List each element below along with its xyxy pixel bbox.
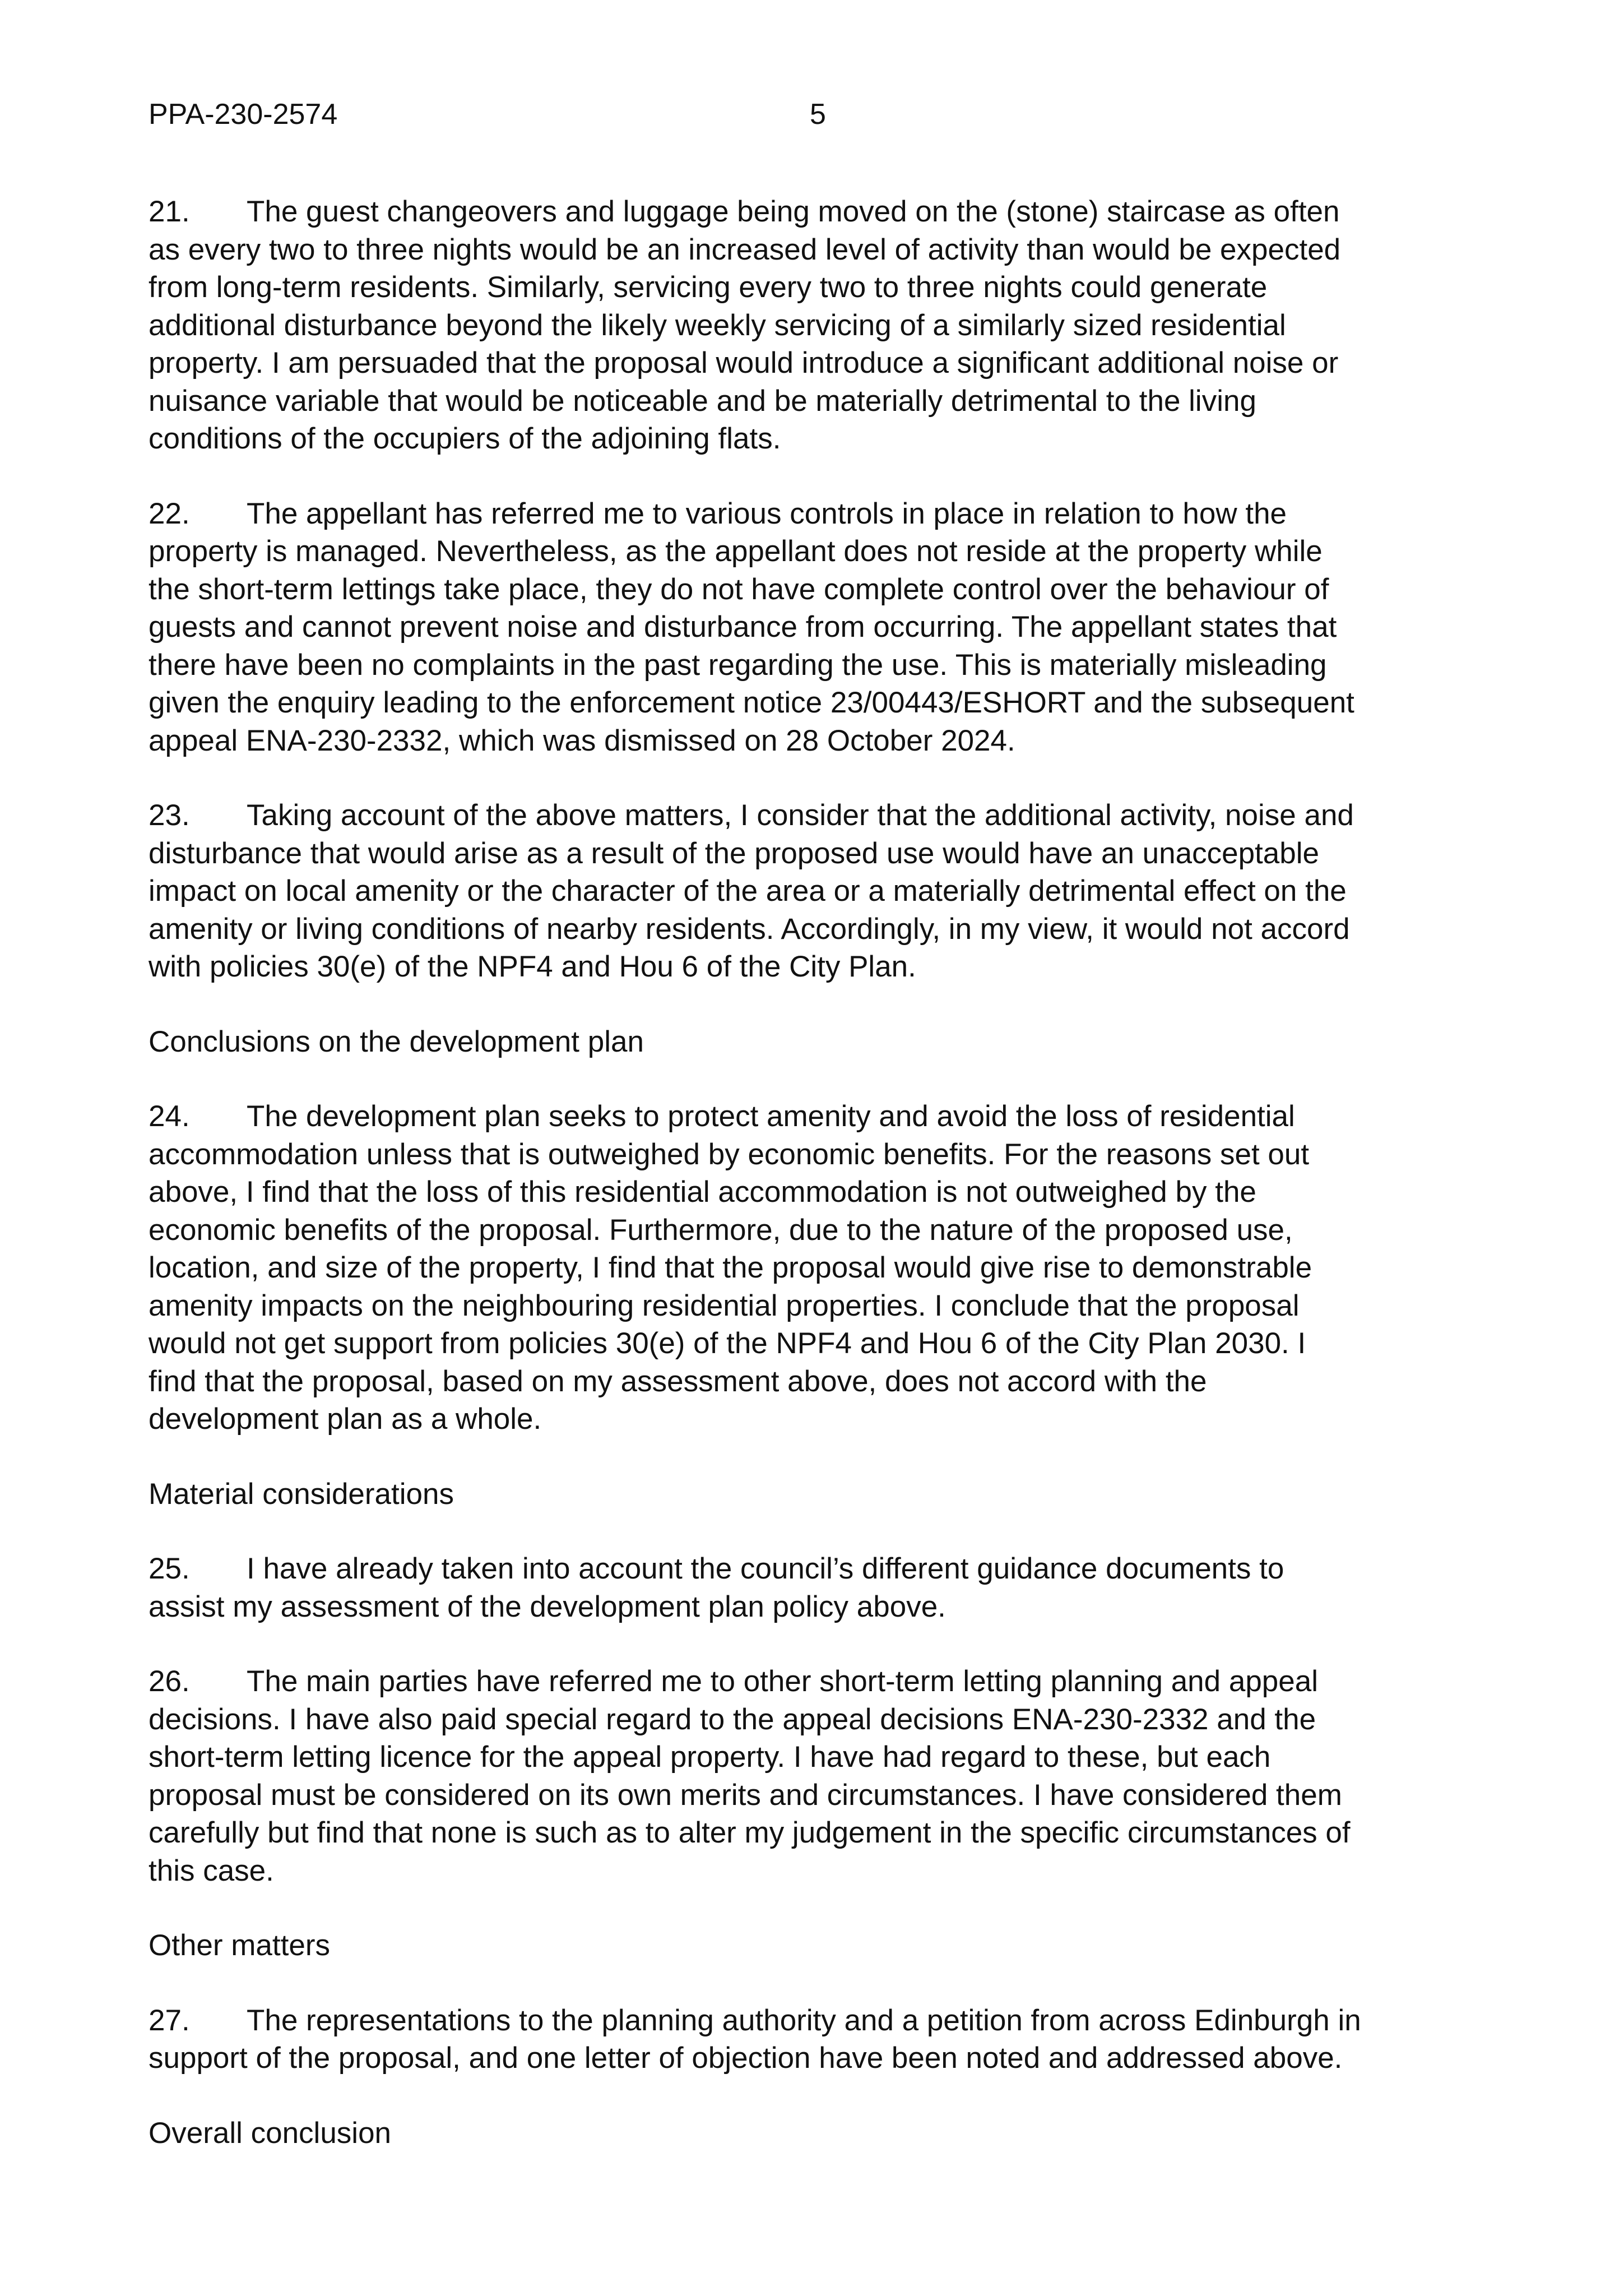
paragraph-line: there have been no complaints in the past regarding the use. This is materially misleading xyxy=(149,648,1327,682)
paragraph-line: conditions of the occupiers of the adjoining flats. xyxy=(149,422,781,455)
paragraph-line: I have already taken into account the council’s different guidance documents to xyxy=(247,1552,1284,1585)
paragraph-line: with policies 30(e) of the NPF4 and Hou 6 of the City Plan. xyxy=(149,950,916,983)
paragraph-line: given the enquiry leading to the enforcement notice 23/00443/ESHORT and the subsequent xyxy=(149,686,1354,719)
paragraph-line: support of the proposal, and one letter of objection have been noted and addressed above. xyxy=(149,2042,1343,2075)
paragraph-number: 22. xyxy=(149,497,190,530)
paragraph-line: The development plan seeks to protect amenity and avoid the loss of residential xyxy=(247,1100,1295,1133)
paragraph-line: property is managed. Nevertheless, as the appellant does not reside at the property while xyxy=(149,535,1323,568)
heading-overall-conclusion: Overall conclusion xyxy=(149,2116,392,2150)
paragraph-line: find that the proposal, based on my assessment above, does not accord with the xyxy=(149,1364,1207,1398)
paragraph-27 xyxy=(149,2002,1493,2077)
paragraph-26 xyxy=(149,1663,1493,1890)
page-number: 5 xyxy=(810,98,826,131)
paragraph-number: 25. xyxy=(149,1552,190,1585)
case-reference: PPA-230-2574 xyxy=(149,98,338,131)
paragraph-number: 24. xyxy=(149,1100,190,1133)
paragraph-line: development plan as a whole. xyxy=(149,1402,542,1436)
paragraph-line: The representations to the planning authority and a petition from across Edinburgh in xyxy=(247,2003,1361,2037)
paragraph-line: this case. xyxy=(149,1854,274,1887)
heading-other-matters: Other matters xyxy=(149,1929,330,1962)
paragraph-line: amenity or living conditions of nearby residents. Accordingly, in my view, it would not accord xyxy=(149,912,1350,946)
paragraph-line: Taking account of the above matters, I consider that the additional activity, noise and xyxy=(247,799,1354,832)
paragraph-line: amenity impacts on the neighbouring residential properties. I conclude that the proposal xyxy=(149,1289,1300,1322)
paragraph-line: economic benefits of the proposal. Furthermore, due to the nature of the proposed use, xyxy=(149,1213,1293,1247)
paragraph-line: the short-term lettings take place, they do not have complete control over the behaviour of xyxy=(149,572,1329,606)
paragraph-line: would not get support from policies 30(e) of the NPF4 and Hou 6 of the City Plan 2030. I xyxy=(149,1327,1306,1360)
paragraph-line: location, and size of the property, I find that the proposal would give rise to demonstrable xyxy=(149,1251,1312,1284)
paragraph-24 xyxy=(149,1098,1493,1438)
paragraph-line: disturbance that would arise as a result of the proposed use would have an unacceptable xyxy=(149,836,1319,870)
paragraph-line: nuisance variable that would be noticeable and be materially detrimental to the living xyxy=(149,384,1256,418)
paragraph-line: guests and cannot prevent noise and disturbance from occurring. The appellant states that xyxy=(149,610,1337,644)
paragraph-22 xyxy=(149,495,1493,760)
heading-material-considerations: Material considerations xyxy=(149,1477,454,1511)
paragraph-line: carefully but find that none is such as to alter my judgement in the specific circumstances of xyxy=(149,1816,1351,1849)
paragraph-23 xyxy=(149,797,1493,986)
paragraph-line: The appellant has referred me to various controls in place in relation to how the xyxy=(247,497,1287,530)
paragraph-number: 26. xyxy=(149,1665,190,1698)
paragraph-line: impact on local amenity or the character of the area or a materially detrimental effect on the xyxy=(149,874,1347,908)
paragraph-25 xyxy=(149,1550,1493,1626)
paragraph-line: accommodation unless that is outweighed by economic benefits. For the reasons set out xyxy=(149,1137,1310,1171)
paragraph-line: decisions. I have also paid special regard to the appeal decisions ENA-230-2332 and the xyxy=(149,1702,1316,1736)
paragraph-21 xyxy=(149,193,1493,458)
paragraph-line: The guest changeovers and luggage being moved on the (stone) staircase as often xyxy=(247,195,1340,228)
paragraph-line: as every two to three nights would be an increased level of activity than would be expected xyxy=(149,233,1341,266)
paragraph-line: assist my assessment of the development plan policy above. xyxy=(149,1590,946,1623)
paragraph-line: proposal must be considered on its own merits and circumstances. I have considered them xyxy=(149,1778,1342,1812)
heading-conclusions-development-plan: Conclusions on the development plan xyxy=(149,1025,644,1058)
paragraph-number: 21. xyxy=(149,195,190,228)
paragraph-line: property. I am persuaded that the proposal would introduce a significant additional noise or xyxy=(149,346,1339,379)
paragraph-line: above, I find that the loss of this residential accommodation is not outweighed by the xyxy=(149,1175,1256,1209)
document-body xyxy=(149,193,1493,2189)
paragraph-line: from long-term residents. Similarly, servicing every two to three nights could generate xyxy=(149,271,1268,304)
paragraph-line: The main parties have referred me to other short-term letting planning and appeal xyxy=(247,1665,1319,1698)
paragraph-line: appeal ENA-230-2332, which was dismissed on 28 October 2024. xyxy=(149,724,1015,757)
paragraph-line: short-term letting licence for the appeal property. I have had regard to these, but each xyxy=(149,1740,1271,1774)
paragraph-line: additional disturbance beyond the likely weekly servicing of a similarly sized residential xyxy=(149,308,1286,342)
paragraph-number: 23. xyxy=(149,799,190,832)
paragraph-number: 27. xyxy=(149,2003,190,2037)
